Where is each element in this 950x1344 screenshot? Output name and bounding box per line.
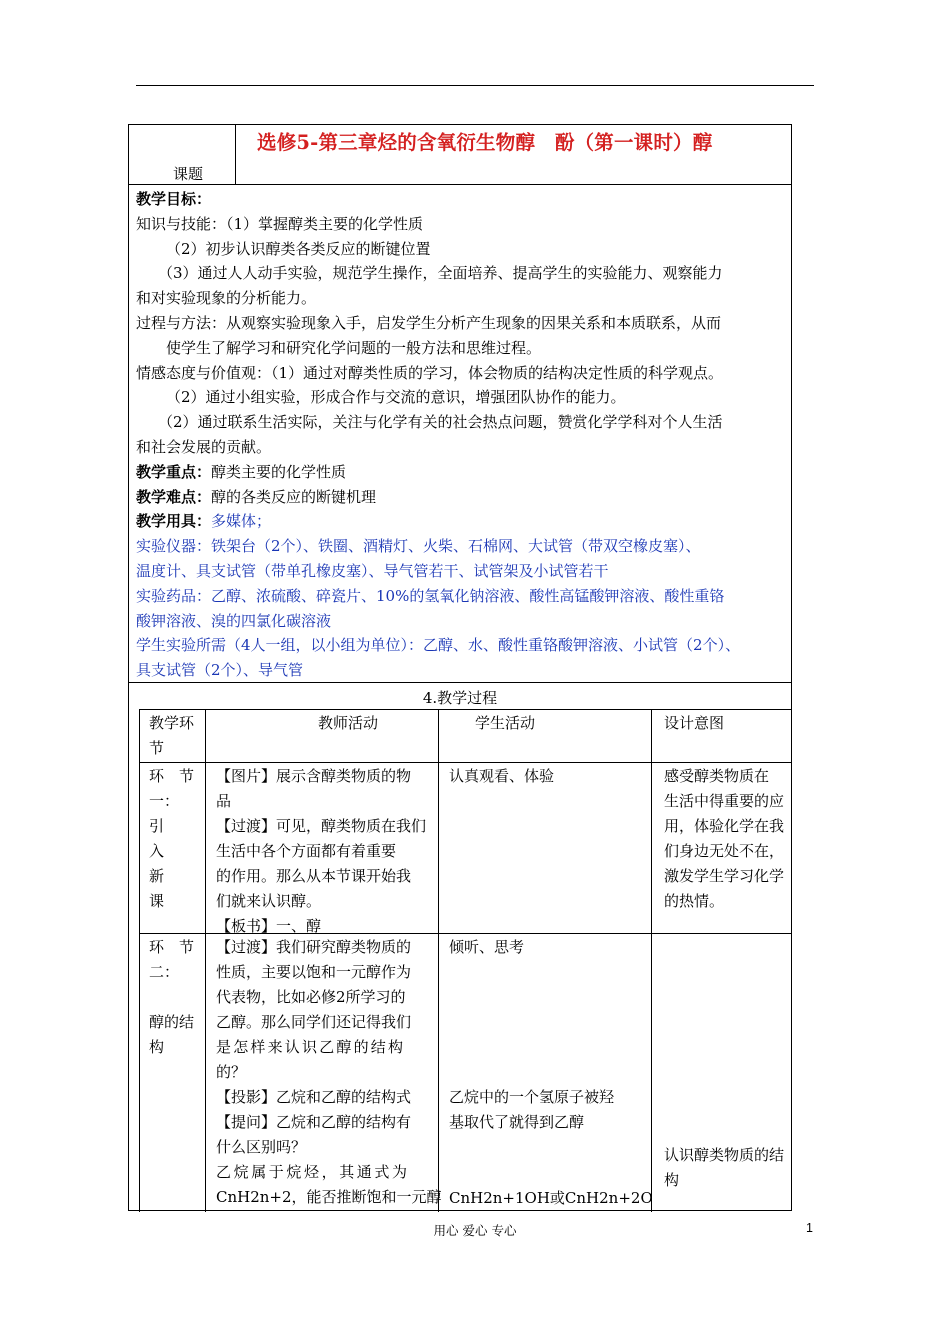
intent-1-line: 的热情。: [664, 892, 725, 910]
column-divider: [651, 710, 652, 1212]
objective-line: （3）通过人人动手实验，规范学生操作，全面培养、提高学生的实验能力、观察能力: [158, 264, 723, 283]
key-point: [136, 460, 786, 485]
tools-text: 多媒体；: [211, 512, 272, 531]
stage-1-line: 引: [149, 817, 165, 835]
teacher-2-line: 乙烷属于烷烃，其通式为: [216, 1163, 410, 1181]
intent-1-line: 激发学生学习化学: [664, 867, 785, 885]
stage-2-line: 二：: [149, 963, 180, 981]
lesson-title: 选修5-第三章烃的含氧衍生物醇 酚（第一课时）醇: [257, 131, 713, 154]
teacher-1-line: 品: [216, 792, 232, 810]
equipment-line: 实验仪器：铁架台（2个）、铁圈、酒精灯、火柴、石棉网、大试管（带双空橡皮塞）、: [136, 537, 701, 556]
teacher-2-formula: CnH2n+2，能否推断饱和一元醇: [216, 1188, 442, 1206]
teacher-2: [216, 935, 442, 1210]
student-2: [449, 935, 524, 960]
section-divider: [129, 682, 791, 683]
teacher-2-line: 的？: [216, 1063, 247, 1081]
difficulty: [136, 485, 786, 510]
teacher-1-line: 【板书】一、醇: [216, 917, 322, 935]
header-student: 学生活动: [475, 714, 536, 732]
page-footer: 用心 爱心 专心: [433, 1223, 517, 1238]
key-point-label: 教学重点：: [136, 462, 212, 481]
title-row: [129, 125, 791, 185]
student-2-formula-cell: [449, 1186, 653, 1211]
stage-2-line: 醇的结: [149, 1013, 195, 1031]
teacher-2-line: 性质，主要以饱和一元醇作为: [216, 963, 412, 981]
teacher-1-line: 生活中各个方面都有着重要: [216, 842, 397, 860]
key-point-text: 醇类主要的化学性质: [211, 462, 347, 481]
tools-label: 教学用具：: [136, 512, 212, 531]
teacher-2-line: 是怎样来认识乙醇的结构: [216, 1038, 406, 1056]
stage-2-line: [149, 985, 194, 1010]
stage-1-line: 入: [149, 842, 165, 860]
student-2-line: 乙烷中的一个氢原子被羟: [449, 1088, 615, 1106]
objectives-block: [136, 187, 786, 683]
student-2-line: 倾听、思考: [449, 938, 525, 956]
intent-2: [664, 1143, 784, 1193]
teacher-2-line: 【过渡】我们研究醇类物质的: [216, 938, 412, 956]
process-table: [139, 709, 792, 1212]
header-teacher: 教师活动: [318, 714, 379, 732]
objective-line: （2）通过小组实验，形成合作与交流的意识，增强团队协作的能力。: [166, 388, 626, 407]
difficulty-text: 醇的各类反应的断键机理: [211, 487, 377, 506]
stage-2-line: 环 节: [149, 938, 195, 956]
reagents-line: 实验药品：乙醇、浓硫酸、碎瓷片、10%的氢氧化钠溶液、酸性高锰酸钾溶液、酸性重铬: [136, 586, 725, 605]
row-divider: [140, 762, 792, 763]
stage-2: [149, 935, 194, 1060]
stage-2-line: 构: [149, 1038, 165, 1056]
stage-1-line: 新: [149, 867, 165, 885]
difficulty-label: 教学难点：: [136, 487, 212, 506]
teacher-1: [216, 764, 426, 939]
teacher-2-line: 【提问】乙烷和乙醇的结构有: [216, 1113, 412, 1131]
teacher-1-line: 【过渡】可见，醇类物质在我们: [216, 817, 427, 835]
student-1: [449, 764, 554, 789]
topic-label: 课题: [173, 165, 204, 183]
header-intent: 设计意图: [664, 714, 725, 732]
stage-1-line: 环 节: [149, 767, 195, 785]
column-divider: [205, 710, 206, 1212]
intent-1-line: 生活中得重要的应: [664, 792, 785, 810]
header-stage-text: 教学环节: [149, 714, 195, 757]
intent-1-line: 用，体验化学在我: [664, 817, 785, 835]
intent-1-line: 们身边无处不在，: [664, 842, 785, 860]
intent-2-line: 构: [664, 1171, 680, 1189]
title-label-cell: [129, 125, 236, 184]
objective-line: 情感态度与价值观：（1）通过对醇类性质的学习，体会物质的结构决定性质的科学观点。: [136, 363, 724, 382]
student-2-formula: CnH2n+1OH或CnH2n+2O: [449, 1189, 653, 1207]
objective-line: 过程与方法：从观察实验现象入手，启发学生分析产生现象的因果关系和本质联系，从而: [136, 313, 722, 332]
objective-line: 知识与技能：（1）掌握醇类主要的化学性质: [136, 214, 424, 233]
objective-line: 和社会发展的贡献。: [136, 437, 272, 456]
student-needs-line: 具支试管（2个）、导气管: [136, 661, 304, 680]
teaching-tools: [136, 509, 786, 534]
lesson-plan-table: [128, 124, 792, 1211]
student-2-answer: [449, 1085, 614, 1135]
process-title: 4.教学过程: [422, 689, 498, 707]
page-number: 1: [806, 1221, 813, 1235]
student-needs-line: 学生实验所需（4人一组，以小组为单位）：乙醇、水、酸性重铬酸钾溶液、小试管（2个）、: [136, 636, 741, 655]
teacher-2-line: 什么区别吗？: [216, 1138, 307, 1156]
objectives-heading: 教学目标：: [136, 190, 212, 208]
stage-1: [149, 764, 194, 914]
header-rule: [136, 85, 814, 86]
objective-line: 使学生了解学习和研究化学问题的一般方法和思维过程。: [166, 338, 542, 357]
teacher-2-line: 乙醇。那么同学们还记得我们: [216, 1013, 412, 1031]
objective-line: 和对实验现象的分析能力。: [136, 289, 317, 308]
stage-1-line: 一：: [149, 792, 180, 810]
objective-line: （2）初步认识醇类各类反应的断键位置: [166, 239, 431, 258]
intent-1: [664, 764, 784, 914]
teacher-1-line: 的作用。那么从本节课开始我: [216, 867, 412, 885]
teacher-1-line: 们就来认识醇。: [216, 892, 322, 910]
header-stage: [149, 711, 199, 761]
intent-1-line: 感受醇类物质在: [664, 767, 770, 785]
teacher-2-line: 代表物，比如必修2所学习的: [216, 988, 406, 1006]
reagents-line: 酸钾溶液、溴的四氯化碳溶液: [136, 611, 332, 630]
teacher-1-line: 【图片】展示含醇类物质的物: [216, 767, 412, 785]
student-2-line: 基取代了就得到乙醇: [449, 1113, 585, 1131]
equipment-line: 温度计、具支试管（带单孔橡皮塞）、导气管若干、试管架及小试管若干: [136, 561, 609, 580]
objective-line: （2）通过联系生活实际，关注与化学有关的社会热点问题，赞赏化学学科对个人生活: [158, 413, 723, 432]
teacher-2-line: 【投影】乙烷和乙醇的结构式: [216, 1088, 412, 1106]
student-1-line: 认真观看、体验: [449, 767, 555, 785]
stage-1-line: 课: [149, 892, 165, 910]
intent-2-line: 认识醇类物质的结: [664, 1146, 785, 1164]
